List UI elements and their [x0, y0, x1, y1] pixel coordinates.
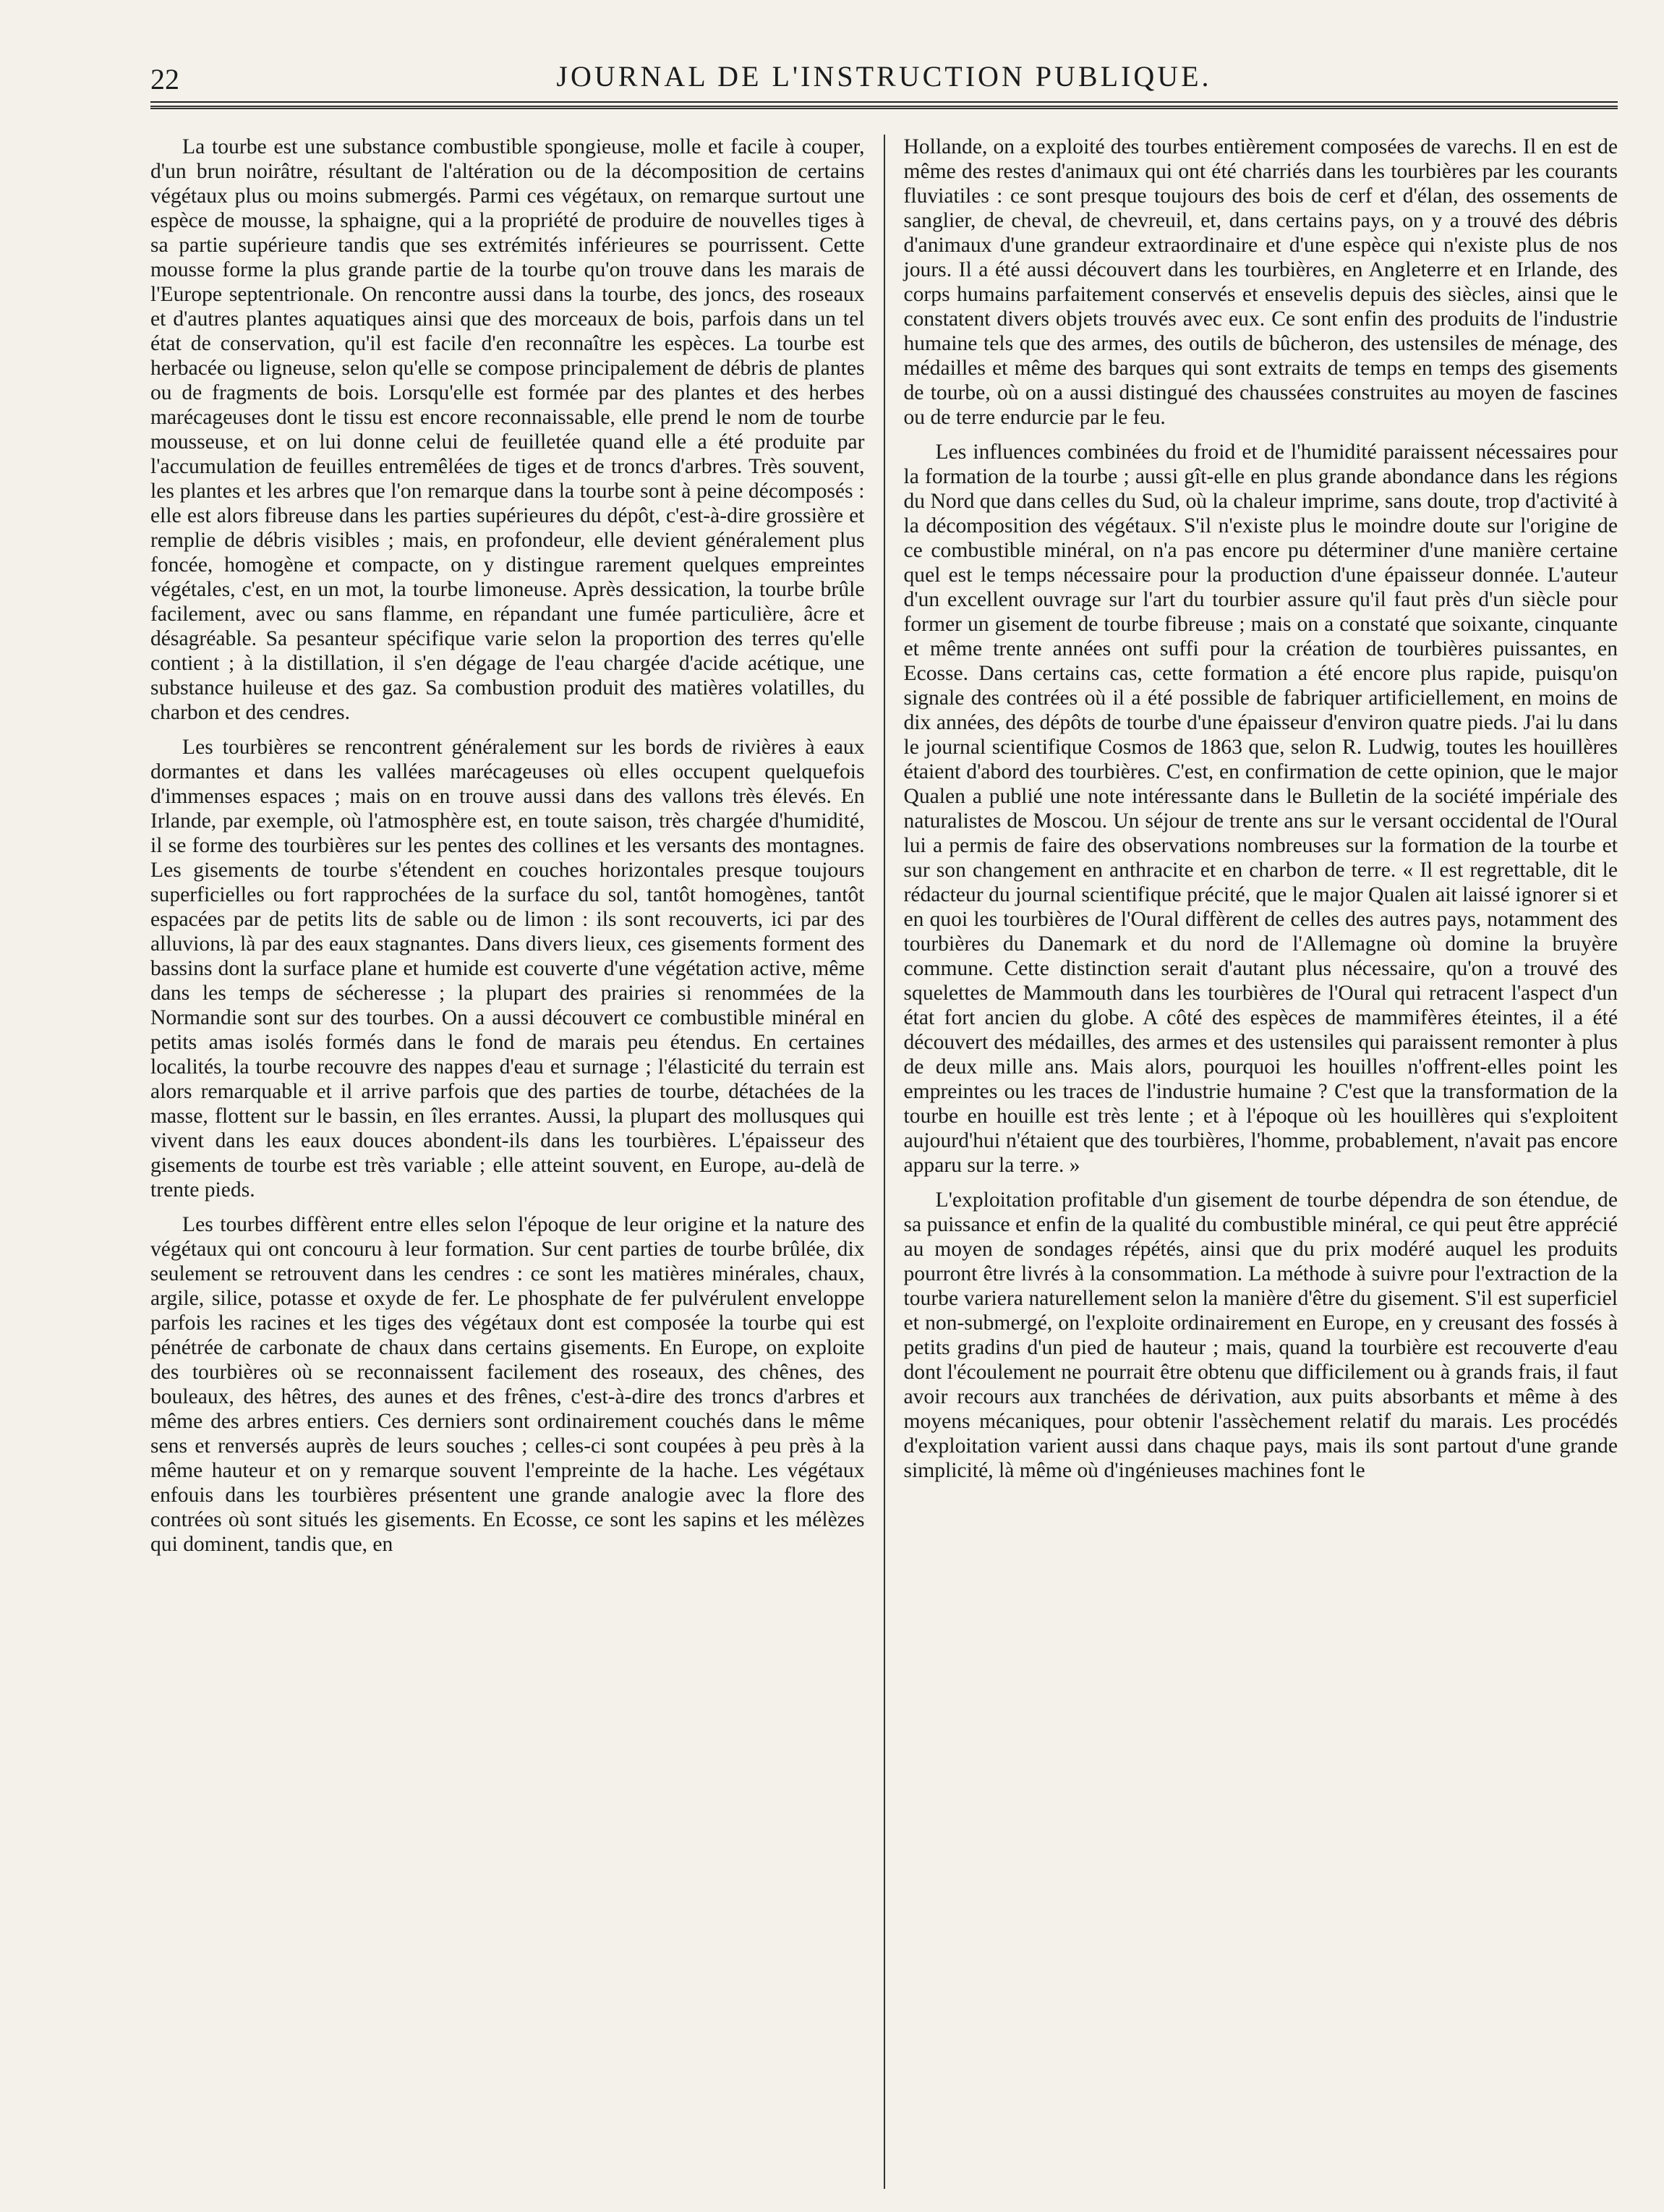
article-columns: [150, 135, 1618, 2189]
paragraph: La tourbe est une substance combustible spongieuse, molle et facile à couper, d'un brun noirâtre, résultant de l'altération ou de la décomposition de certains végétaux plus ou moins submergés. Parmi ces végétaux, on remarque surtout une espèce de mousse, la sphaigne, qui a la propriété de produire de nouvelles tiges à sa partie supérieure tandis que ses extrémités inférieures se pourrissent. Cette mousse forme la plus grande partie de la tourbe qu'on trouve dans les marais de l'Europe septentrionale. On rencontre aussi dans la tourbe, des joncs, des roseaux et d'autres plantes aquatiques ainsi que des morceaux de bois, parfois dans un tel état de conservation, qu'il est facile d'en reconnaître les espèces. La tourbe est herbacée ou ligneuse, selon qu'elle se compose principalement de débris de plantes ou de fragments de bois. Lorsqu'elle est formée par des plantes et des herbes marécageuses dont le tissu est encore reconnaissable, elle prend le nom de tourbe mousseuse, et on lui donne celui de feuilletée quand elle a été produite par l'accumulation de feuilles entremêlées de tiges et de troncs d'arbres. Très souvent, les plantes et les arbres que l'on remarque dans la tourbe sont à peine décomposés : elle est alors fibreuse dans les parties supérieures du dépôt, c'est-à-dire grossière et remplie de débris visibles ; mais, en profondeur, elle devient généralement plus foncée, homogène et compacte, on y distingue rarement quelques empreintes végétales, c'est, en un mot, la tourbe limoneuse. Après dessication, la tourbe brûle facilement, avec ou sans flamme, en répandant une fumée particulière, âcre et désagréable. Sa pesanteur spécifique varie selon la proportion des terres qu'elle contient ; à la distillation, il s'en dégage de l'eau chargée d'acide acétique, une substance huileuse et des gaz. Sa combustion produit des matières volatilles, du charbon et des cendres.: [150, 135, 865, 724]
paragraph: Les tourbières se rencontrent généralement sur les bords de rivières à eaux dormantes et dans les vallées marécageuses où elles occupent quelquefois d'immenses espaces ; mais on en trouve aussi dans des vallons très élevés. En Irlande, par exemple, où l'atmosphère est, en toute saison, très chargée d'humidité, il se forme des tourbières sur les pentes des collines et les versants des montagnes. Les gisements de tourbe s'étendent en couches horizontales presque toujours superficielles ou fort rapprochées de la surface du sol, tantôt homogènes, tantôt espacées par de petits lits de sable ou de limon : ils sont recouverts, ici par des alluvions, là par des eaux stagnantes. Dans divers lieux, ces gisements forment des bassins dont la surface plane et humide est couverte d'une végétation active, même dans les temps de sécheresse ; la plupart des prairies si renommées de la Normandie sont sur des tourbes. On a aussi découvert ce combustible minéral en petits amas isolés formés dans le fond de marais peu étendus. En certaines localités, la tourbe recouvre des nappes d'eau et surnage ; l'élasticité du terrain est alors remarquable et il arrive parfois que des parties de tourbe, détachées de la masse, flottent sur le bassin, en îles errantes. Aussi, la plupart des mollusques qui vivent dans les eaux douces abondent-ils dans les tourbières. L'épaisseur des gisements de tourbe est très variable ; elle atteint souvent, en Europe, au-delà de trente pieds.: [150, 736, 865, 1201]
page-number: 22: [150, 63, 179, 95]
header-rule: [150, 101, 1618, 103]
paragraph: Les influences combinées du froid et de l'humidité paraissent nécessaires pour la formation de la tourbe ; aussi gît-elle en plus grande abondance dans les régions du Nord que dans celles du Sud, où la chaleur imprime, sans doute, trop d'activité à la décomposition des végétaux. S'il n'existe plus le moindre doute sur l'origine de ce combustible minéral, on n'a pas encore pu déterminer d'une manière certaine quel est le temps nécessaire pour la production d'une épaisseur donnée. L'auteur d'un excellent ouvrage sur l'art du tourbier assure qu'il faut près d'un siècle pour former un gisement de tourbe fibreuse ; mais on a constaté que soixante, cinquante et même trente années ont suffi pour la création de tourbières puissantes, en Ecosse. Dans certains cas, cette formation a été encore plus rapide, puisqu'on signale des contrées où il a été possible de fabriquer artificiellement, en moins de dix années, des dépôts de tourbe d'une épaisseur d'environ quatre pieds. J'ai lu dans le journal scientifique Cosmos de 1863 que, selon R. Ludwig, toutes les houillères étaient d'abord des tourbières. C'est, en confirmation de cette opinion, que le major Qualen a publié une note intéressante dans le Bulletin de la société impériale des naturalistes de Moscou. Un séjour de trente ans sur le versant occidental de l'Oural lui a permis de faire des observations nombreuses sur la formation de la tourbe et sur son changement en anthracite et en charbon de terre. « Il est regrettable, dit le rédacteur du journal scientifique précité, que le major Qualen ait laissé ignorer si et en quoi les tourbières de l'Oural diffèrent de celles des autres pays, notamment des tourbières du Danemark et du nord de l'Allemagne où domine la bruyère commune. Cette distinction serait d'autant plus nécessaire, qu'on a trouvé des squelettes de Mammouth dans les tourbières de l'Oural qui retracent l'aspect d'un état fort ancien du globe. A côté des espèces de mammifères éteintes, il a été découvert des médailles, des armes et des ustensiles qui paraissent remonter à plus de deux mille ans. Mais alors, pourquoi les houilles n'offrent-elles point les empreintes ou les traces de l'industrie humaine ? C'est que la transformation de la tourbe en houille est très lente ; et à l'époque où les houillères qui s'exploitent aujourd'hui n'étaient que des tourbières, l'homme, probablement, n'avait pas encore apparu sur la terre. »: [903, 441, 1618, 1177]
left-column: [150, 135, 884, 2189]
page-header: [150, 0, 1618, 109]
header-double-rule: [150, 106, 1618, 109]
paragraph: L'exploitation profitable d'un gisement de tourbe dépendra de son étendue, de sa puissance et enfin de la qualité du combustible minéral, ce qui peut être apprécié au moyen de sondages répétés, ainsi que du prix modéré auquel les produits pourront être livrés à la consommation. La méthode à suivre pour l'extraction de la tourbe variera naturellement selon la manière d'être du gisement. S'il est superficiel et non-submergé, on l'exploite ordinairement en Europe, en y creusant des fossés à petits gradins d'un pied de hauteur ; mais, quand la tourbière est recouverte d'eau dont l'écoulement ne pourrait être obtenu que difficilement ou à grands frais, il faut avoir recours aux tranchées de dérivation, aux puits absorbants et même à des moyens mécaniques, pour obtenir l'assèchement relatif du marais. Les procédés d'exploitation varient aussi dans chaque pays, mais ils sont partout d'une grande simplicité, là même où d'ingénieuses machines font le: [903, 1188, 1618, 1482]
right-column: [884, 135, 1618, 2189]
paragraph: Hollande, on a exploité des tourbes entièrement composées de varechs. Il en est de même des restes d'animaux qui ont été charriés dans les tourbières par les courants fluviatiles : ce sont presque toujours des bois de cerf et d'élan, des ossements de sanglier, de cheval, de chevreuil, et, dans certains pays, on y a trouvé des débris d'animaux d'une grandeur extraordinaire et d'une espèce qui n'existe plus de nos jours. Il a été aussi découvert dans les tourbières, en Angleterre et en Irlande, des corps humains parfaitement conservés et ensevelis depuis des siècles, ainsi que le constatent divers objets trouvés avec eux. Ce sont enfin des produits de l'industrie humaine tels que des armes, des outils de bûcheron, des ustensiles de ménage, des médailles et même des barques qui sont extraits de temps en temps des gisements de tourbe, où on a aussi distingué des chaussées construites au moyen de fascines ou de terre endurcie par le feu.: [903, 135, 1618, 429]
paragraph: Les tourbes diffèrent entre elles selon l'époque de leur origine et la nature des végétaux qui ont concouru à leur formation. Sur cent parties de tourbe brûlée, dix seulement se retrouvent dans les cendres : ce sont les matières minérales, chaux, argile, silice, potasse et oxyde de fer. Le phosphate de fer pulvérulent enveloppe parfois les racines et les tiges des végétaux dont est composée la tourbe qui est pénétrée de carbonate de chaux dans certains gisements. En Europe, on exploite des tourbières où se reconnaissent facilement des roseaux, des chênes, des bouleaux, des hêtres, des aunes et des frênes, c'est-à-dire des troncs d'arbres et même des arbres entiers. Ces derniers sont ordinairement couchés dans le même sens et renversés auprès de leurs souches ; celles-ci sont coupées à peu près à la même hauteur et on y remarque souvent l'empreinte de la hache. Les végétaux enfouis dans les tourbières présentent une grande analogie avec la flore des contrées où sont situés les gisements. En Ecosse, ce sont les sapins et les mélèzes qui dominent, tandis que, en: [150, 1213, 865, 1556]
journal-title: JOURNAL DE L'INSTRUCTION PUBLIQUE.: [556, 60, 1212, 93]
